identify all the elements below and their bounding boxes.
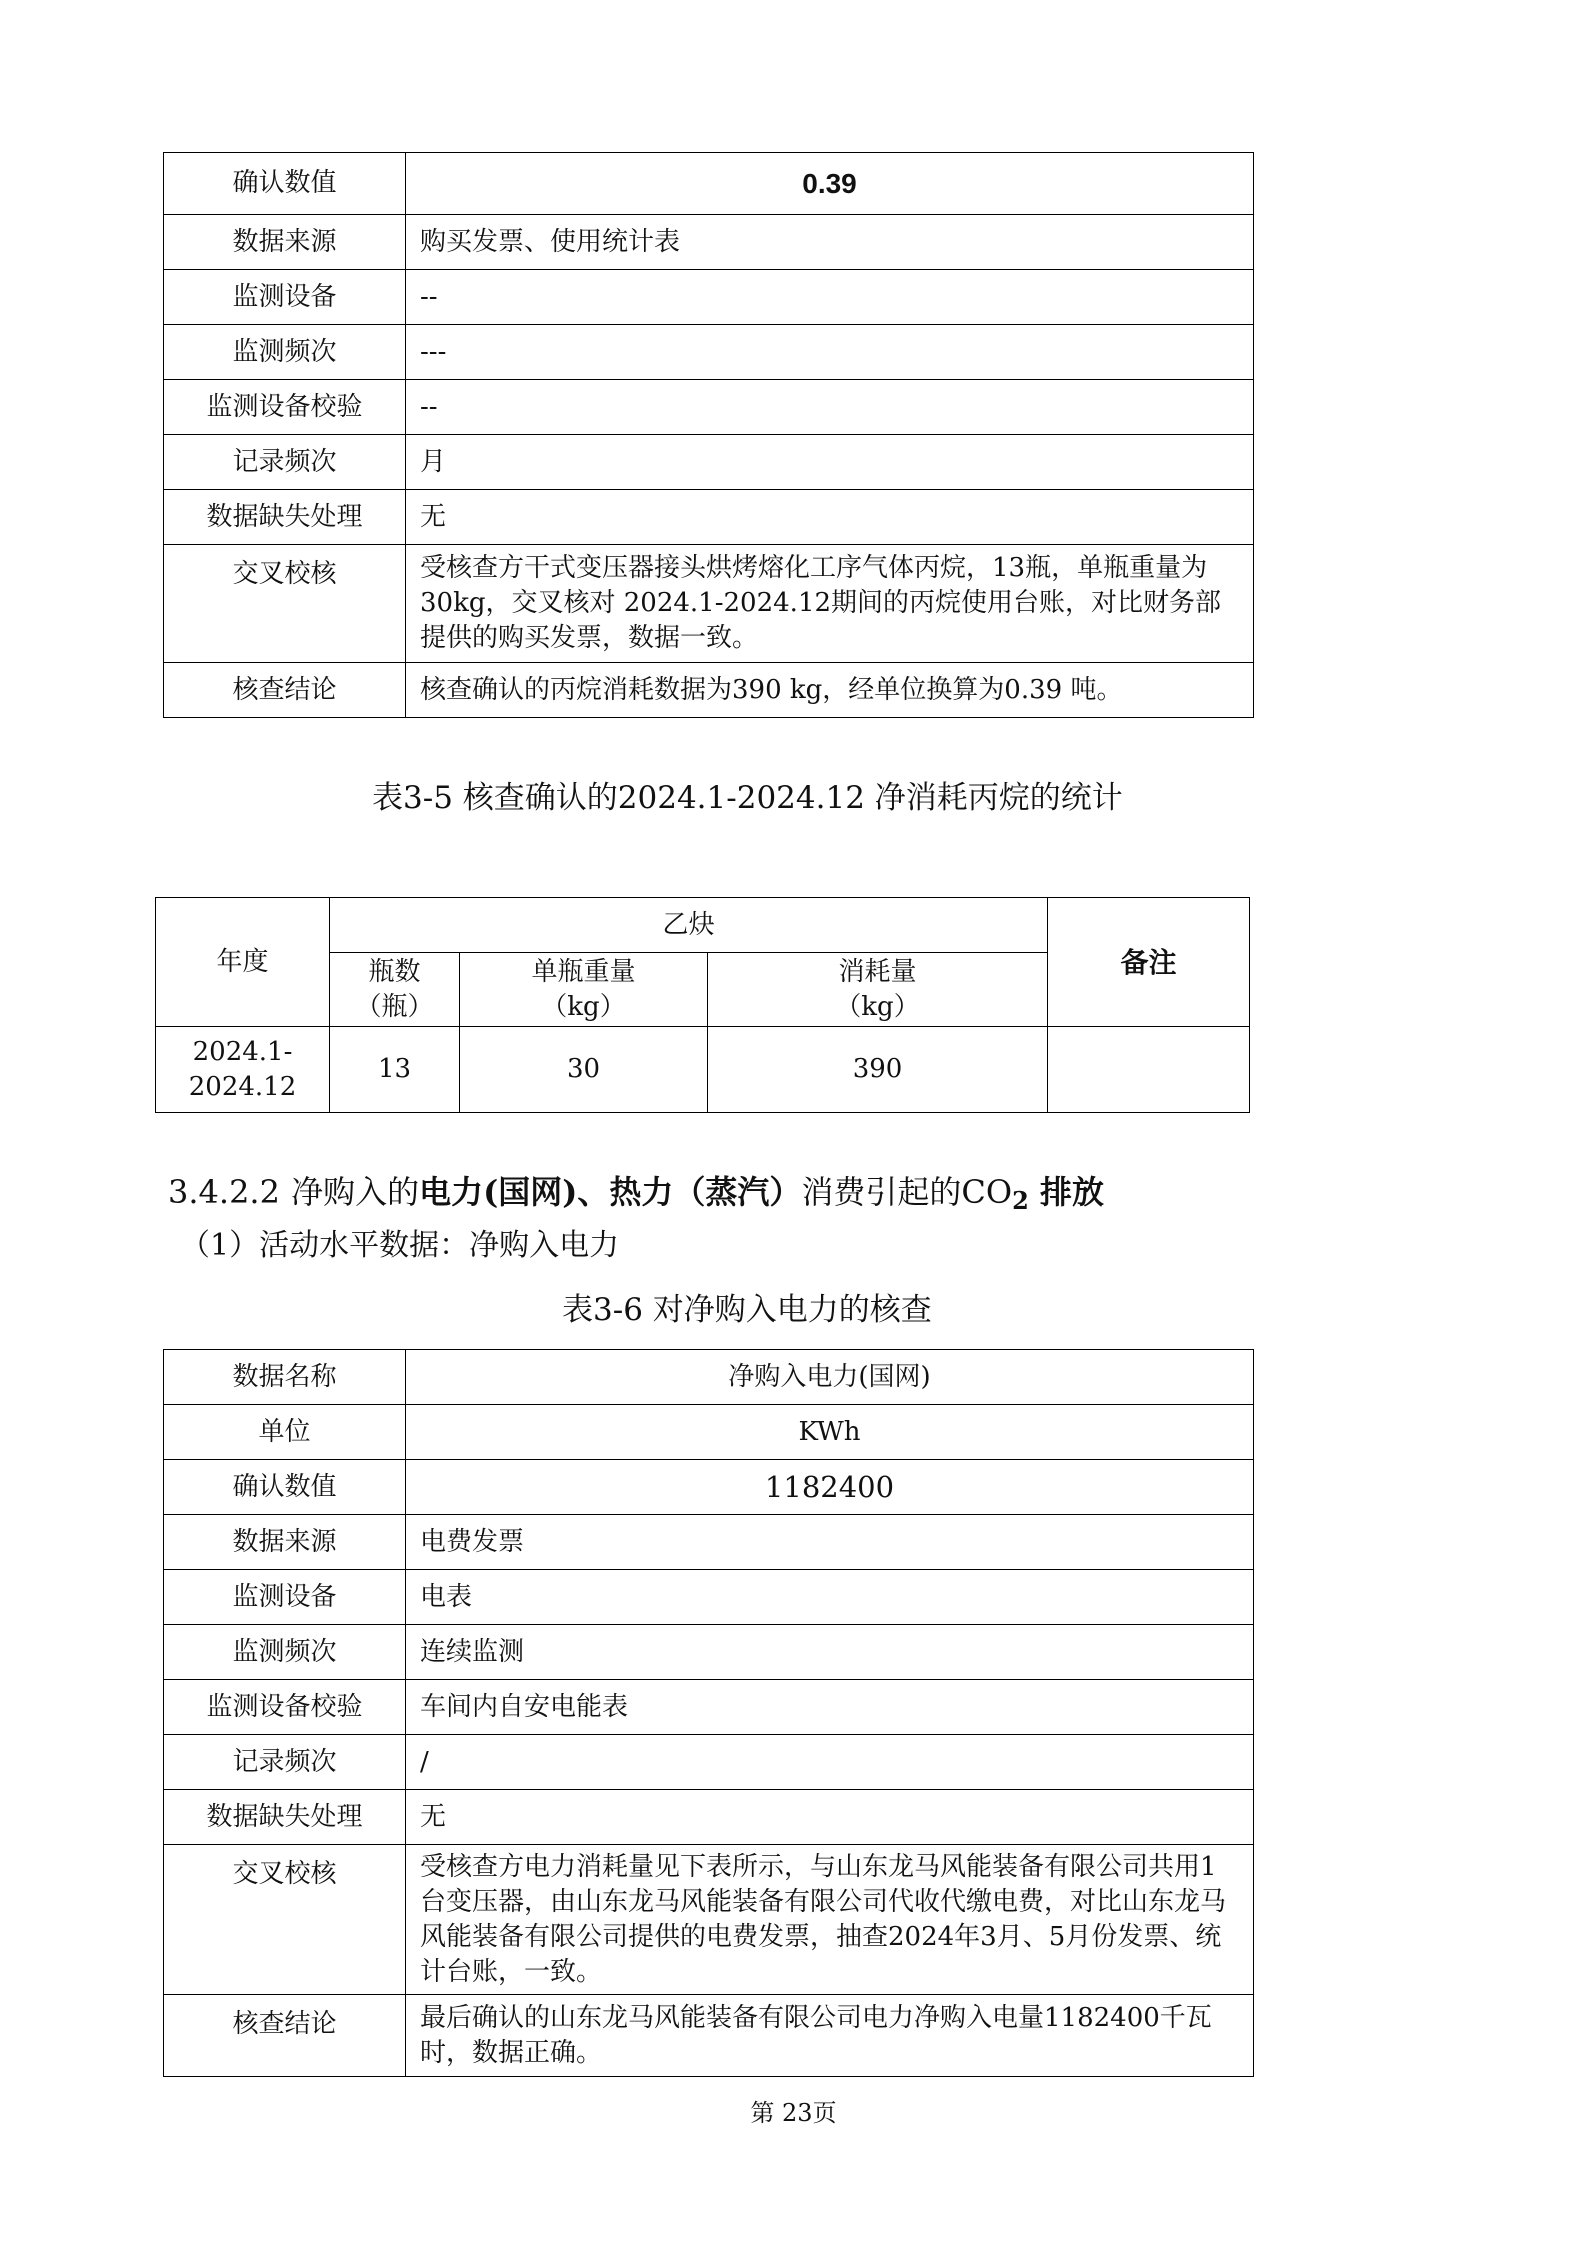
- cell-consumption: 390: [708, 1027, 1048, 1113]
- row-label: 单位: [164, 1405, 406, 1460]
- row-label: 确认数值: [164, 1460, 406, 1515]
- row-label: 监测设备: [164, 1570, 406, 1625]
- header-group: 乙炔: [330, 898, 1048, 953]
- table-row: [164, 1350, 1254, 1405]
- row-value: 电费发票: [406, 1515, 1254, 1570]
- table-row: [156, 1027, 1250, 1113]
- table-header-row: [156, 898, 1250, 953]
- table-row: [164, 545, 1254, 663]
- row-value: 净购入电力(国网): [406, 1350, 1254, 1405]
- row-value: 最后确认的山东龙马风能装备有限公司电力净购入电量1182400千瓦时，数据正确。: [406, 1995, 1254, 2077]
- table-row: [164, 1515, 1254, 1570]
- row-value: 受核查方干式变压器接头烘烤熔化工序气体丙烷，13瓶，单瓶重量为30kg，交叉核对 2024.1-2024.12期间的丙烷使用台账，对比财务部提供的购买发票，数据一致。: [406, 545, 1254, 663]
- confirmed-value: 0.39: [406, 153, 1254, 215]
- row-label: 监测设备校验: [164, 1680, 406, 1735]
- section-heading: [168, 1170, 1104, 1223]
- table-row: [164, 325, 1254, 380]
- table-row: [164, 1405, 1254, 1460]
- electricity-verification-table: [163, 1349, 1254, 2077]
- row-label: 记录频次: [164, 435, 406, 490]
- row-label: 监测频次: [164, 325, 406, 380]
- header-unit-weight: 单瓶重量 （kg）: [460, 953, 708, 1027]
- section-title-tail: 排放: [1028, 1173, 1104, 1211]
- cell-bottles: 13: [330, 1027, 460, 1113]
- page-number: 第 23页: [750, 2099, 837, 2127]
- row-label: 监测设备: [164, 270, 406, 325]
- row-label: 核查结论: [164, 1995, 406, 2077]
- row-label: 交叉校核: [164, 545, 406, 663]
- row-value: 1182400: [406, 1460, 1254, 1515]
- row-label: 数据来源: [164, 215, 406, 270]
- table-row: [164, 1735, 1254, 1790]
- section-title-mid: 消费引起的CO: [801, 1173, 1013, 1211]
- table-row: [164, 270, 1254, 325]
- table-row: [164, 490, 1254, 545]
- subheading: （1）活动水平数据：净购入电力: [180, 1228, 620, 1263]
- table-row: [164, 1625, 1254, 1680]
- row-value: 电表: [406, 1570, 1254, 1625]
- row-value: ---: [406, 325, 1254, 380]
- row-value: --: [406, 270, 1254, 325]
- row-label: 确认数值: [164, 153, 406, 215]
- table-row: [164, 1790, 1254, 1845]
- row-label: 记录频次: [164, 1735, 406, 1790]
- row-value: /: [406, 1735, 1254, 1790]
- table-row: [164, 215, 1254, 270]
- cell-unit-weight: 30: [460, 1027, 708, 1113]
- row-value: 无: [406, 490, 1254, 545]
- row-label: 监测设备校验: [164, 380, 406, 435]
- section-title-subscript: 2: [1012, 1186, 1029, 1215]
- propane-statistics-table: [155, 897, 1250, 1113]
- header-note: 备注: [1048, 898, 1250, 1027]
- section-title-bold: 电力(国网)、热力（蒸汽）: [419, 1173, 802, 1211]
- row-label: 数据名称: [164, 1350, 406, 1405]
- row-value: 车间内自安电能表: [406, 1680, 1254, 1735]
- row-value: 受核查方电力消耗量见下表所示，与山东龙马风能装备有限公司共用1台变压器，由山东龙马风能装备有限公司代收代缴电费，对比山东龙马风能装备有限公司提供的电费发票，抽查2024年3月、5月份发票、统计台账，一致。: [406, 1845, 1254, 1995]
- row-value: 核查确认的丙烷消耗数据为390 kg，经单位换算为0.39 吨。: [406, 663, 1254, 718]
- row-label: 监测频次: [164, 1625, 406, 1680]
- table-row: [164, 153, 1254, 215]
- table-caption-3-5: 表3-5 核查确认的2024.1-2024.12 净消耗丙烷的统计: [372, 780, 1123, 816]
- table-row: [164, 1570, 1254, 1625]
- table-row: [164, 435, 1254, 490]
- propane-verification-table: [163, 152, 1254, 718]
- header-year: 年度: [156, 898, 330, 1027]
- row-label: 交叉校核: [164, 1845, 406, 1995]
- table-row: [164, 1995, 1254, 2077]
- table-caption-3-6: 表3-6 对净购入电力的核查: [562, 1292, 932, 1328]
- row-value: 月: [406, 435, 1254, 490]
- table-row: [164, 1845, 1254, 1995]
- table-row: [164, 1680, 1254, 1735]
- cell-note: [1048, 1027, 1250, 1113]
- table-row: [164, 380, 1254, 435]
- table-row: [164, 663, 1254, 718]
- row-value: 无: [406, 1790, 1254, 1845]
- section-title-prefix: 净购入的: [291, 1173, 420, 1211]
- row-label: 核查结论: [164, 663, 406, 718]
- row-label: 数据缺失处理: [164, 490, 406, 545]
- row-label: 数据缺失处理: [164, 1790, 406, 1845]
- table-row: [164, 1460, 1254, 1515]
- row-value: 连续监测: [406, 1625, 1254, 1680]
- row-value: KWh: [406, 1405, 1254, 1460]
- header-bottles: 瓶数 （瓶）: [330, 953, 460, 1027]
- section-number: 3.4.2.2: [168, 1173, 280, 1211]
- cell-year: 2024.1- 2024.12: [156, 1027, 330, 1113]
- row-value: --: [406, 380, 1254, 435]
- row-value: 购买发票、使用统计表: [406, 215, 1254, 270]
- row-label: 数据来源: [164, 1515, 406, 1570]
- header-consumption: 消耗量 （kg）: [708, 953, 1048, 1027]
